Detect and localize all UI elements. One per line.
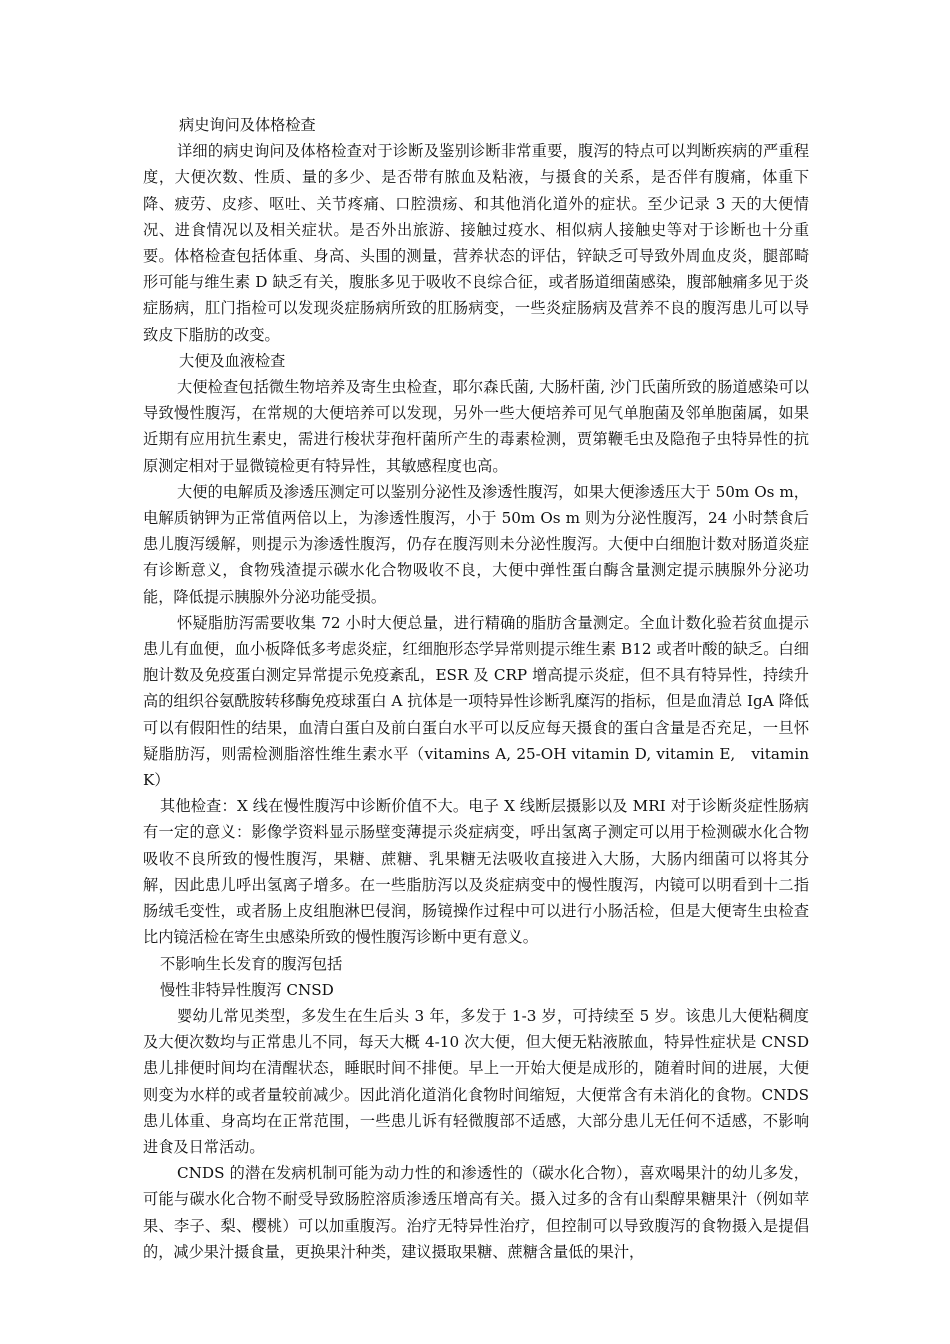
paragraph-cnsd-mechanism: CNDS 的潜在发病机制可能为动力性的和渗透性的（碳水化合物），喜欢喝果汁的幼儿多发，可能与碳水化合物不耐受导致肠腔溶质渗透压增高有关。摄入过多的含有山梨醇果糖果汁（例如苹果、李子、梨、樱桃）可以加重腹泻。治疗无特异性治疗，但控制可以导致腹泻的食物摄入是提倡的，减少果汁摄食量，更换果汁种类，建议摄取果糖、蔗糖含量低的果汁， bbox=[143, 1164, 809, 1261]
paragraph-steatorrhea: 怀疑脂肪泻需要收集 72 小时大便总量，进行精确的脂肪含量测定。全血计数化验若贫血提示患儿有血便，血小板降低多考虑炎症，红细胞形态学异常则提示维生素 B12 或者叶酸的缺乏。白细胞计数及免疫蛋白测定异常提示免疫紊乱，ESR 及 CRP 增高提示炎症，但不具有特异性，持续升高的组织谷氨酰胺转移酶免疫球蛋白 A 抗体是一项特异性诊断乳糜泻的指标，但是血清总 IgA 降低可以有假阳性的结果，血清白蛋白及前白蛋白水平可以反应每天摄食的蛋白含量是否充足，一旦怀疑脂肪泻，则需检测脂溶性维生素水平（vitamins A, 25-OH vitamin D, vitamin E, vitamin K） bbox=[143, 613, 809, 790]
document-page bbox=[143, 112, 809, 1265]
section-heading-growth: 不影响生长发育的腹泻包括 bbox=[160, 954, 343, 973]
paragraph-electrolytes: 大便的电解质及渗透压测定可以鉴别分泌性及渗透性腹泻，如果大便渗透压大于 50m Os m，电解质钠钾为正常值两倍以上，为渗透性腹泻，小于 50m Os m 则为分泌性腹泻，24 小时禁食后患儿腹泻缓解，则提示为渗透性腹泻，仍存在腹泻则未分泌性腹泻。大便中白细胞计数对肠道炎症有诊断意义，食物残渣提示碳水化合物吸收不良，大便中弹性蛋白酶含量测定提示胰腺外分泌功能，降低提示胰腺外分泌功能受损。 bbox=[143, 482, 809, 606]
section-heading-history: 病史询问及体格检查 bbox=[179, 116, 316, 134]
section-heading-stool-blood: 大便及血液检查 bbox=[179, 351, 286, 370]
paragraph-other-exams: 其他检查：X 线在慢性腹泻中诊断价值不大。电子 X 线断层摄影以及 MRI 对于诊断炎症性肠病有一定的意义：影像学资料显示肠壁变薄提示炎症病变，呼出氢离子测定可以用于检测碳水化合物吸收不良所致的慢性腹泻，果糖、蔗糖、乳果糖无法吸收直接进入大肠，大肠内细菌可以将其分解，因此患儿呼出氢离子增多。在一些脂肪泻以及炎症病变中的慢性腹泻，内镜可以明看到十二指肠绒毛变性，或者肠上皮组胞淋巴侵润，肠镜操作过程中可以进行小肠活检，但是大便寄生虫检查比内镜活检在寄生虫感染所致的慢性腹泻诊断中更有意义。 bbox=[143, 797, 809, 947]
paragraph-cnsd-description: 婴幼儿常见类型，多发生在生后头 3 年，多发于 1-3 岁，可持续至 5 岁。该患儿大便粘稠度及大便次数均与正常患儿不同，每天大概 4-10 次大便，但大便无粘液脓血，特异性症状是 CNSD 患儿排便时间均在清醒状态，睡眠时间不排便。早上一开始大便是成形的，随着时间的进展，大便则变为水样的或者量较前减少。因此消化道消化食物时间缩短，大便常含有未消化的食物。CNDS 患儿体重、身高均在正常范围，一些患儿诉有轻微腹部不适感，大部分患儿无任何不适感，不影响进食及日常活动。 bbox=[143, 1006, 809, 1156]
paragraph-stool-exam: 大便检查包括微生物培养及寄生虫检查，耶尔森氏菌, 大肠杆菌, 沙门氏菌所致的肠道感染可以导致慢性腹泻，在常规的大便培养可以发现，另外一些大便培养可见气单胞菌及邻单胞菌属，如果近期有应用抗生素史，需进行梭状芽孢杆菌所产生的毒素检测，贾第鞭毛虫及隐孢子虫特异性的抗原测定相对于显微镜检更有特异性，其敏感程度也高。 bbox=[143, 378, 809, 475]
section-subheading-cnsd: 慢性非特异性腹泻 CNSD bbox=[160, 980, 334, 999]
paragraph-history: 详细的病史询问及体格检查对于诊断及鉴别诊断非常重要，腹泻的特点可以判断疾病的严重程度，大便次数、性质、量的多少、是否带有脓血及粘液，与摄食的关系，是否伴有腹痛，体重下降、疲劳、皮疹、呕吐、关节疼痛、口腔溃疡、和其他消化道外的症状。至少记录 3 天的大便情况、进食情况以及相关症状。是否外出旅游、接触过疫水、相似病人接触史等对于诊断也十分重要。体格检查包括体重、身高、头围的测量，营养状态的评估，锌缺乏可导致外周血皮炎，腿部畸形可能与维生素 D 缺乏有关，腹胀多见于吸收不良综合征，或者肠道细菌感染，腹部触痛多见于炎症肠病，肛门指检可以发现炎症肠病所致的肛肠病变，一些炎症肠病及营养不良的腹泻患儿可以导致皮下脂肪的改变。 bbox=[143, 142, 809, 344]
